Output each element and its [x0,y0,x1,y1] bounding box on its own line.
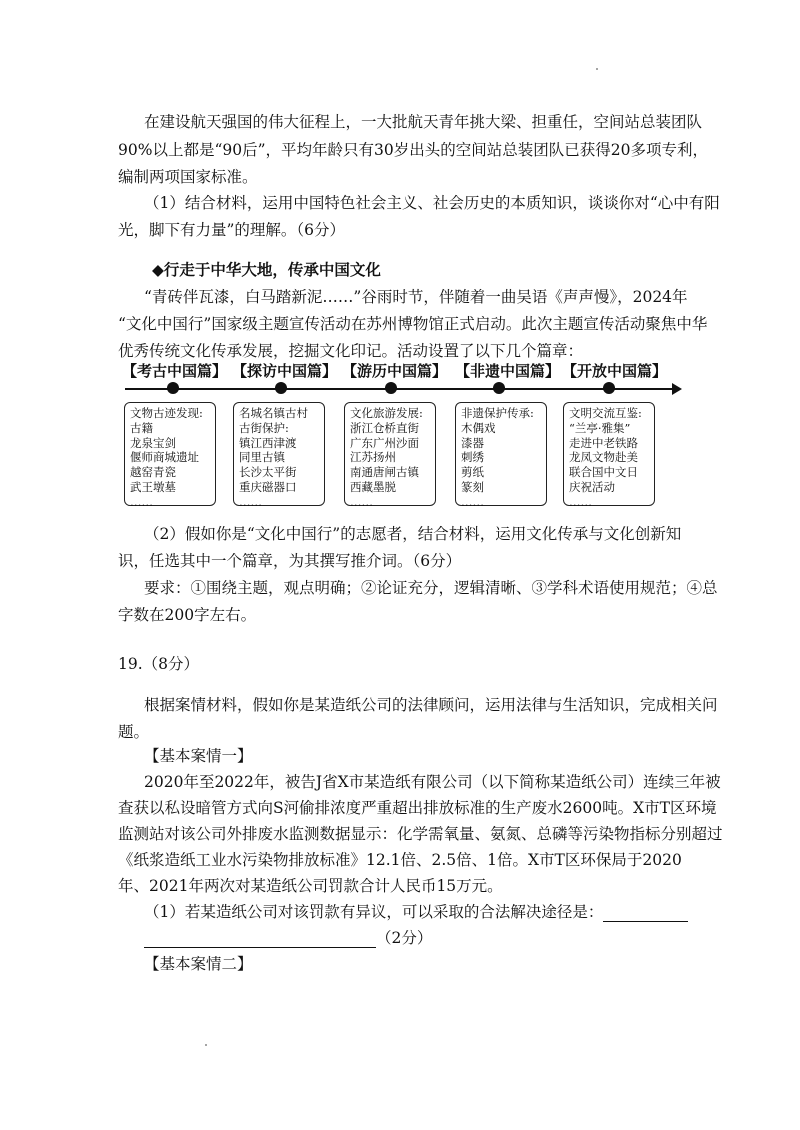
box-item: 非遗保护传承: [461,406,534,420]
case1-line-5: 年、2021年两次对某造纸公司罚款合计人民币15万元。 [118,877,503,895]
box-item: 广东广州沙面 [350,435,419,450]
box-item: 剪纸 [461,465,484,480]
chapter-title-travel: 【游历中国篇】 [342,362,448,380]
scan-speck [205,1044,207,1046]
box-item: 文物古迹发现: [130,406,203,420]
timeline-dot [493,382,505,394]
box-item: 偃师商城遗址 [130,450,199,465]
box-item: 武王墩墓 [130,479,176,494]
chapter-box-archaeology [124,402,216,509]
box-item: “兰亭·雅集” [569,420,631,435]
intro-line-1: 在建设航天强国的伟大征程上，一大批航天青年挑大梁、担重任，空间站总装团队 [144,113,703,131]
box-item: …… [350,494,373,509]
box-item: 刺绣 [461,450,484,465]
timeline-dot [167,382,179,394]
timeline-dot [385,382,397,394]
box-item: 篆刻 [461,479,484,494]
box-item: 长沙太平街 [239,465,297,480]
q18-1-line-1: （1）结合材料，运用中国特色社会主义、社会历史的本质知识，谈谈你对“心中有阳 [144,194,720,212]
scan-speck [596,68,598,70]
intro-line-2: 90%以上都是“90后”，平均年龄只有30岁出头的空间站总装团队已获得20多项专利， [118,141,708,159]
q19-sub1-row-2 [144,928,432,948]
box-item: 庆祝活动 [569,479,615,494]
timeline-axis [125,388,675,390]
q19-intro-1: 根据案情材料，假如你是某造纸公司的法律顾问，运用法律与生活知识，完成相关问 [144,696,718,714]
timeline-dot [275,382,287,394]
timeline-dot [603,382,615,394]
section2-line-3: 优秀传统文化传承发展，挖掘文化印记。活动设置了以下几个篇章： [118,342,584,360]
box-item: 西藏墨脱 [350,479,396,494]
case1-line-4: 《纸浆造纸工业水污染物排放标准》12.1倍、2.5倍、1倍。X市T区环保局于2020 [118,851,682,869]
box-item: 镇江西津渡 [239,435,297,450]
box-item: 龙泉宝剑 [130,435,176,450]
box-item: 走进中老铁路 [569,435,638,450]
case1-line-3: 监测站对该公司外排废水监测数据显示：化学需氧量、氨氮、总磷等污染物指标分别超过 [118,825,723,843]
section-heading: ◆行走于中华大地，传承中国文化 [152,261,381,279]
box-item: 文明交流互鉴: [569,406,642,420]
box-item: 文化旅游发展: [350,406,423,420]
case1-line-1: 2020年至2022年，被告J省X市某造纸有限公司（以下简称某造纸公司）连续三年被 [144,773,721,791]
box-item: …… [461,494,484,509]
box-item: 古籍 [130,420,153,435]
q19-sub1-row [144,902,688,922]
box-item: 木偶戏 [461,420,496,435]
chapter-box-heritage [455,402,547,509]
box-item: 南通唐闸古镇 [350,465,419,480]
box-item: 名城名镇古村 [239,406,308,420]
box-item: 越窑青瓷 [130,465,176,480]
box-item: 漆器 [461,435,484,450]
case1-line-2: 查获以私设暗管方式向S河偷排浓度严重超出排放标准的生产废水2600吨。X市T区环境 [118,799,717,817]
intro-line-3: 编制两项国家标准。 [118,168,258,186]
box-item: 江苏扬州 [350,450,396,465]
chapter-title-heritage: 【非遗中国篇】 [455,362,561,380]
answer-blank[interactable] [603,905,688,922]
box-item: …… [130,494,153,509]
q19-number: 19.（8分） [118,655,200,673]
timeline-arrow-icon [672,383,682,395]
chapter-box-explore [233,402,325,509]
box-item: 重庆磁器口 [239,479,297,494]
q18-2-requirement-1: 要求：①围绕主题，观点明确；②论证充分，逻辑清晰、③学科术语使用规范；④总 [144,579,718,597]
box-item: …… [569,494,592,509]
answer-blank[interactable] [144,931,376,948]
q18-2-line-2: 识，任选其中一个篇章，为其撰写推介词。（6分） [118,552,462,570]
section2-line-2: “文化中国行”国家级主题宣传活动在苏州博物馆正式启动。此次主题宣传活动聚焦中华 [118,315,708,333]
q19-sub1-score: （2分） [376,929,433,947]
box-item: 古街保护: [239,420,289,435]
chapter-title-explore: 【探访中国篇】 [232,362,338,380]
chapter-title-openness: 【开放中国篇】 [562,362,668,380]
q18-2-line-1: （2）假如你是“文化中国行”的志愿者，结合材料，运用文化传承与文化创新知 [144,525,682,543]
q19-sub1-prompt: （1）若某造纸公司对该罚款有异议，可以采取的合法解决途径是： [144,903,604,921]
box-item: 同里古镇 [239,450,285,465]
box-item: 浙江仓桥直街 [350,420,419,435]
box-item: …… [239,494,262,509]
section2-line-1: “青砖伴瓦漆，白马踏新泥……”谷雨时节，伴随着一曲吴语《声声慢》，2024年 [144,288,688,306]
case1-title: 【基本案情一】 [144,747,253,765]
chapter-box-travel [344,402,436,509]
box-item: 龙凤文物赴美 [569,450,638,465]
box-item: 联合国中文日 [569,465,638,480]
case2-title: 【基本案情二】 [144,955,253,973]
q18-2-requirement-2: 字数在200字左右。 [118,606,257,624]
q19-intro-2: 题。 [118,723,150,741]
chapter-box-openness [563,402,655,509]
chapter-title-archaeology: 【考古中国篇】 [122,362,228,380]
q18-1-line-2: 光，脚下有力量”的理解。（6分） [118,221,346,239]
